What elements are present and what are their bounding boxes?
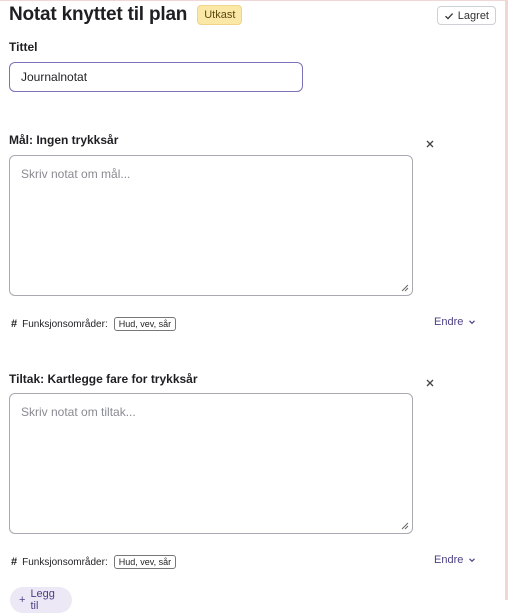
hash-icon: # — [11, 556, 18, 568]
frame-border-top — [0, 0, 508, 1]
page-title: Notat knyttet til plan — [9, 4, 188, 25]
page-header — [9, 3, 242, 27]
chevron-down-icon — [468, 318, 476, 326]
remove-measure-button[interactable] — [424, 376, 436, 388]
measure-note-textarea[interactable] — [10, 394, 412, 533]
function-areas-label: Funksjonsområder: — [22, 556, 108, 568]
add-button[interactable] — [10, 587, 72, 613]
add-button-label: Legg til — [30, 588, 55, 612]
close-icon — [424, 377, 436, 389]
resize-handle-icon[interactable] — [401, 522, 409, 530]
remove-goal-button[interactable] — [424, 137, 436, 149]
resize-handle-icon[interactable] — [401, 284, 409, 292]
measure-section-heading: Tiltak: Kartlegge fare for trykksår — [9, 372, 198, 386]
saved-label: Lagret — [457, 9, 489, 22]
goal-note-box — [9, 155, 413, 296]
function-area-tag: Hud, vev, sår — [114, 317, 176, 331]
edit-label: Endre — [434, 554, 464, 566]
check-icon — [444, 11, 454, 21]
status-badge: Utkast — [197, 5, 242, 25]
measure-function-areas — [11, 555, 176, 569]
goal-edit-button[interactable] — [434, 316, 476, 328]
title-input[interactable] — [9, 62, 303, 92]
title-input-value: Journalnotat — [21, 70, 88, 84]
title-field-label: Tittel — [9, 40, 38, 54]
measure-note-box — [9, 393, 413, 534]
function-areas-label: Funksjonsområder: — [22, 318, 108, 330]
goal-note-textarea[interactable] — [10, 156, 412, 295]
function-area-tag: Hud, vev, sår — [114, 555, 176, 569]
close-icon — [424, 138, 436, 150]
chevron-down-icon — [468, 556, 476, 564]
plus-icon: + — [19, 594, 26, 606]
measure-edit-button[interactable] — [434, 554, 476, 566]
goal-function-areas — [11, 317, 176, 331]
goal-section-heading: Mål: Ingen trykksår — [9, 133, 119, 147]
hash-icon: # — [11, 318, 18, 330]
edit-label: Endre — [434, 316, 464, 328]
saved-indicator[interactable] — [437, 6, 496, 25]
